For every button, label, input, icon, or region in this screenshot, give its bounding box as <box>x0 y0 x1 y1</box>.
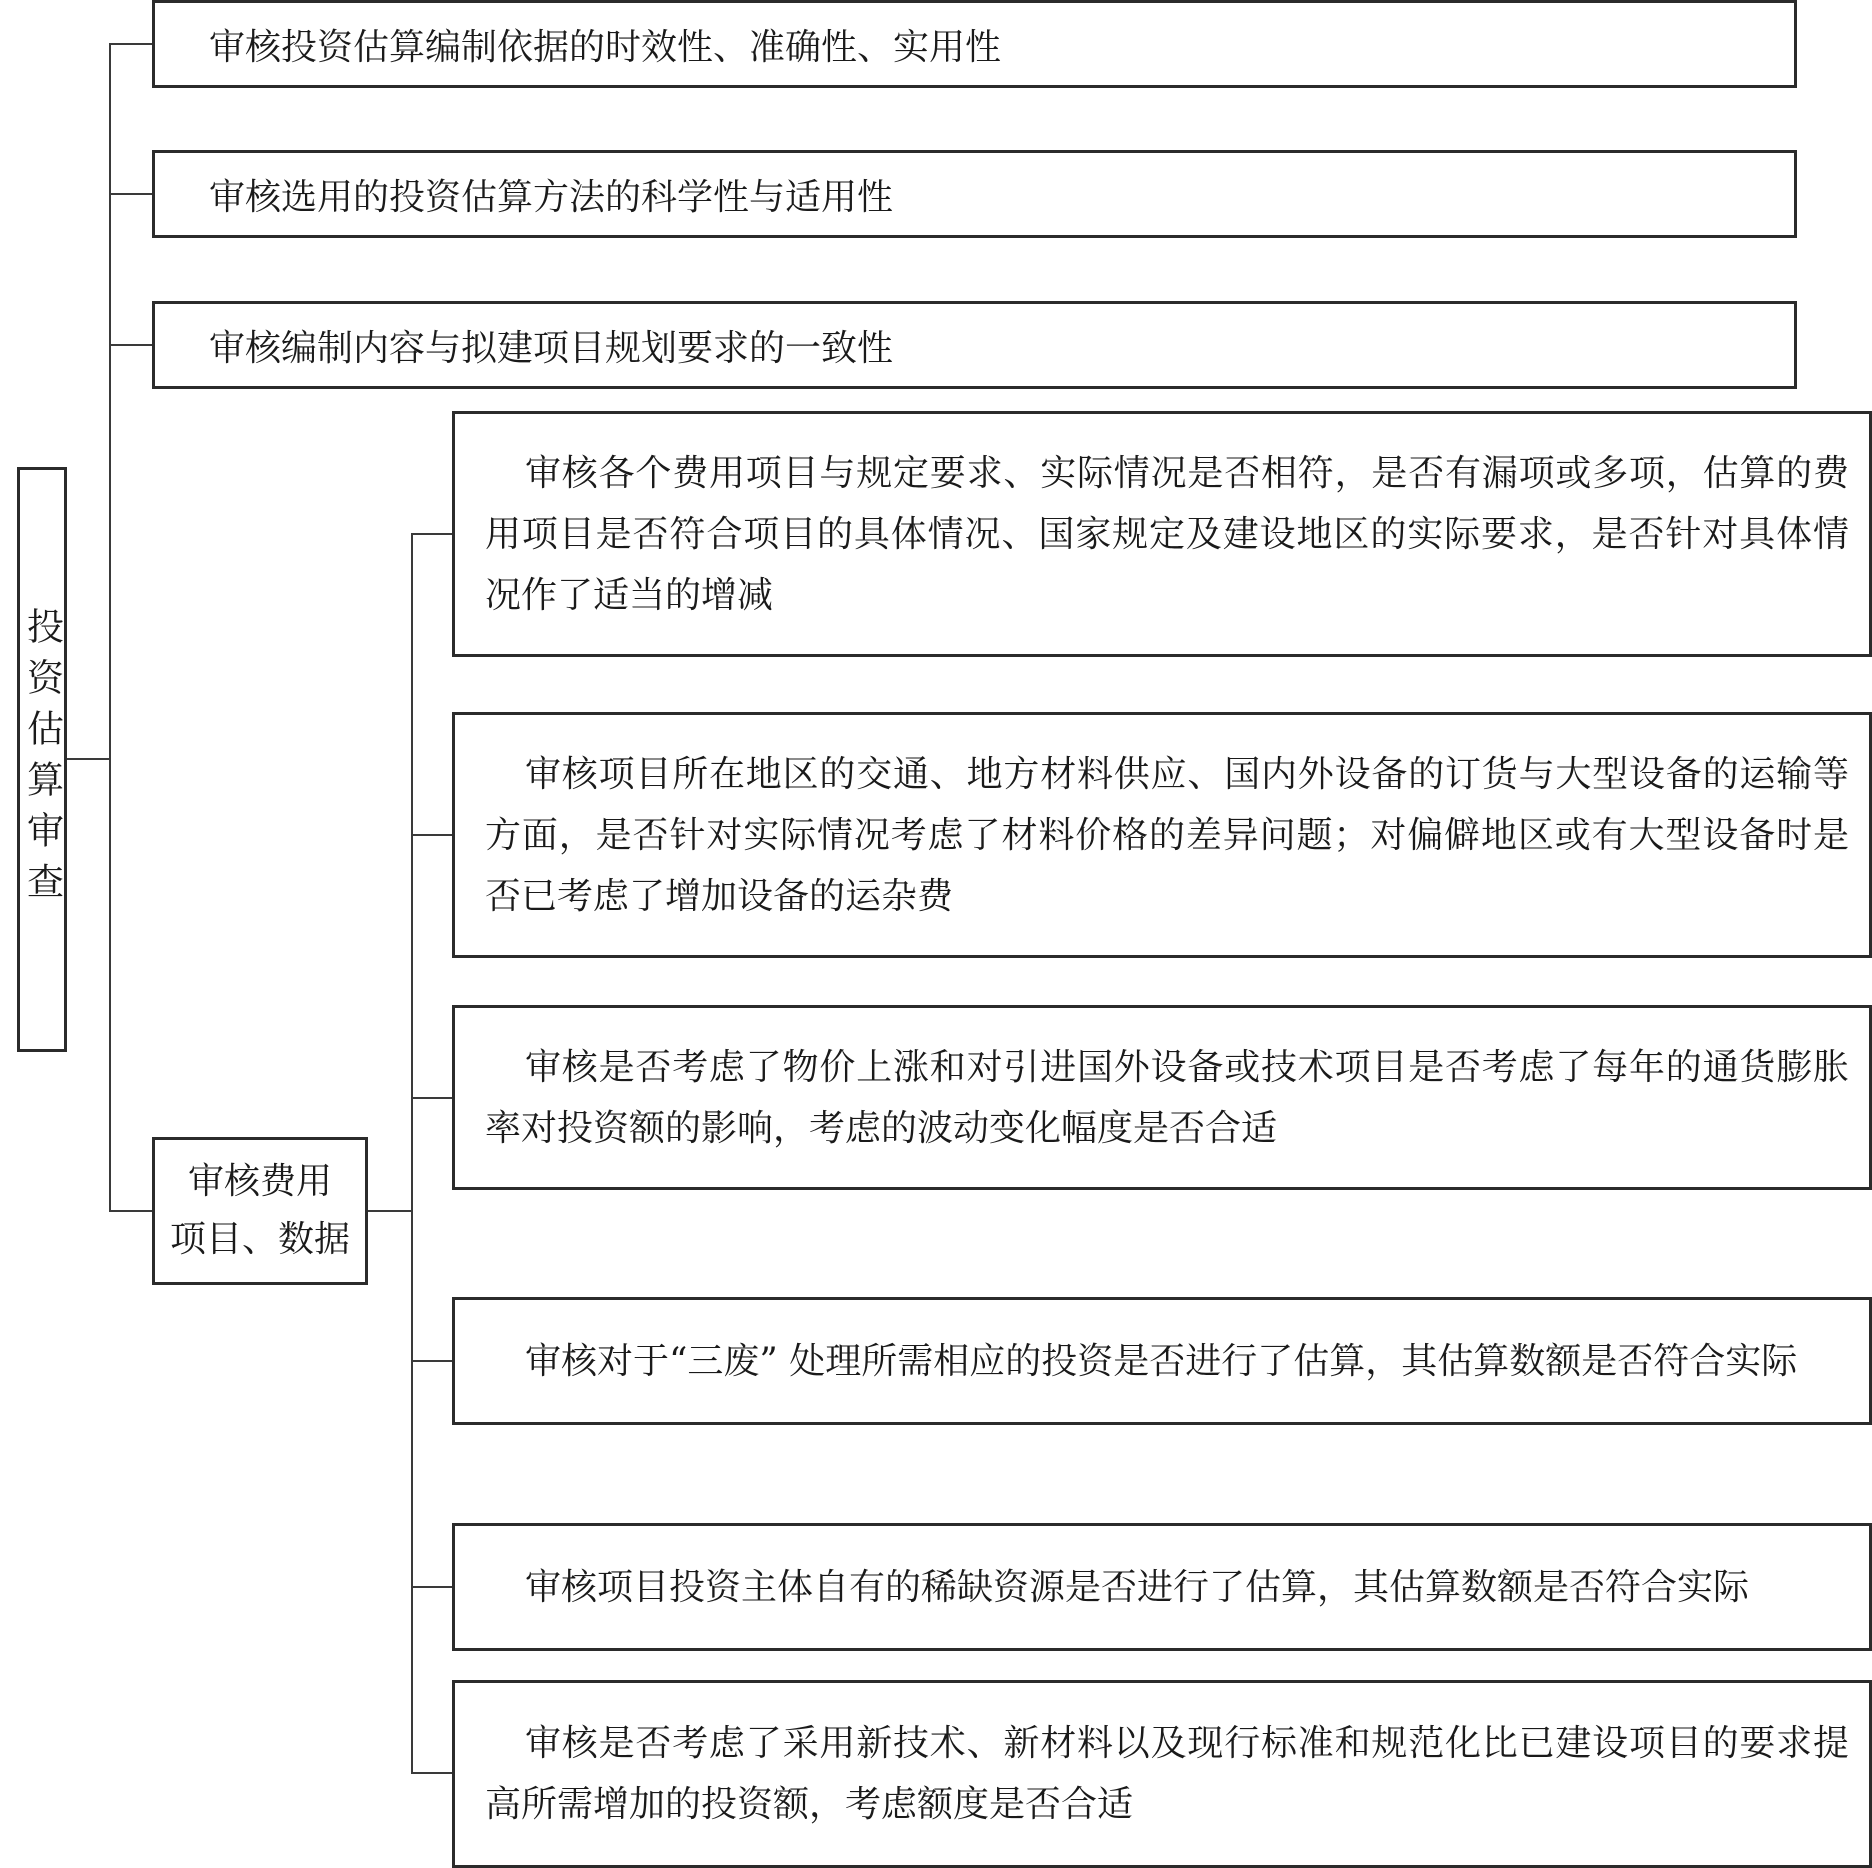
fee-item-text: 审核项目所在地区的交通、地方材料供应、国内外设备的订货与大型设备的运输等方面，是否针对实际情况考虑了材料价格的差异问题；对偏僻地区或有大型设备时是否已考虑了增加设备的运杂费 <box>485 753 1849 917</box>
review-basis-node <box>152 0 1797 88</box>
fee-item-text: 审核项目投资主体自有的稀缺资源是否进行了估算，其估算数额是否符合实际 <box>525 1566 1750 1608</box>
connector-fee-item-6 <box>411 1772 452 1774</box>
review-fees-line1: 审核费用 <box>187 1161 332 1202</box>
connector-fee-item-4 <box>411 1360 452 1362</box>
connector-main-trunk <box>109 43 111 1212</box>
fee-item-text: 审核是否考虑了物价上涨和对引进国外设备或技术项目是否考虑了每年的通货膨胀率对投资额的影响，考虑的波动变化幅度是否合适 <box>485 1046 1849 1149</box>
connector-fee-item-2 <box>411 834 452 836</box>
fee-item-text: 审核各个费用项目与规定要求、实际情况是否相符，是否有漏项或多项，估算的费用项目是否符合项目的具体情况、国家规定及建设地区的实际要求，是否针对具体情况作了适当的增减 <box>485 452 1849 616</box>
fee-item-text: 审核对于“三废” 处理所需相应的投资是否进行了估算，其估算数额是否符合实际 <box>525 1340 1798 1382</box>
review-method-node <box>152 150 1797 238</box>
connector-root-stub <box>67 758 110 760</box>
root-node <box>17 467 67 1052</box>
connector-branch-3 <box>109 344 152 346</box>
fee-item-node <box>452 1680 1872 1868</box>
fee-item-node <box>452 1005 1872 1190</box>
review-fees-node <box>152 1137 368 1285</box>
connector-fee-item-3 <box>411 1097 452 1099</box>
review-fees-line2: 项目、数据 <box>169 1219 350 1260</box>
fee-item-node <box>452 1523 1872 1651</box>
review-method-text: 审核选用的投资估算方法的科学性与适用性 <box>209 176 894 218</box>
connector-branch-4 <box>109 1210 152 1212</box>
connector-fees-stub <box>368 1210 412 1212</box>
connector-fee-item-5 <box>411 1586 452 1588</box>
connector-branch-1 <box>109 43 152 45</box>
fee-item-text: 审核是否考虑了采用新技术、新材料以及现行标准和规范化比已建设项目的要求提高所需增加的投资额，考虑额度是否合适 <box>485 1723 1849 1825</box>
review-basis-text: 审核投资估算编制依据的时效性、准确性、实用性 <box>209 26 1002 68</box>
review-content-node <box>152 301 1797 389</box>
fee-item-node <box>452 1297 1872 1425</box>
fee-item-node <box>452 411 1872 657</box>
root-label: 投资估算审查 <box>20 606 64 913</box>
fee-item-node <box>452 712 1872 958</box>
review-content-text: 审核编制内容与拟建项目规划要求的一致性 <box>209 327 894 369</box>
connector-branch-2 <box>109 193 152 195</box>
connector-fee-item-1 <box>411 533 452 535</box>
